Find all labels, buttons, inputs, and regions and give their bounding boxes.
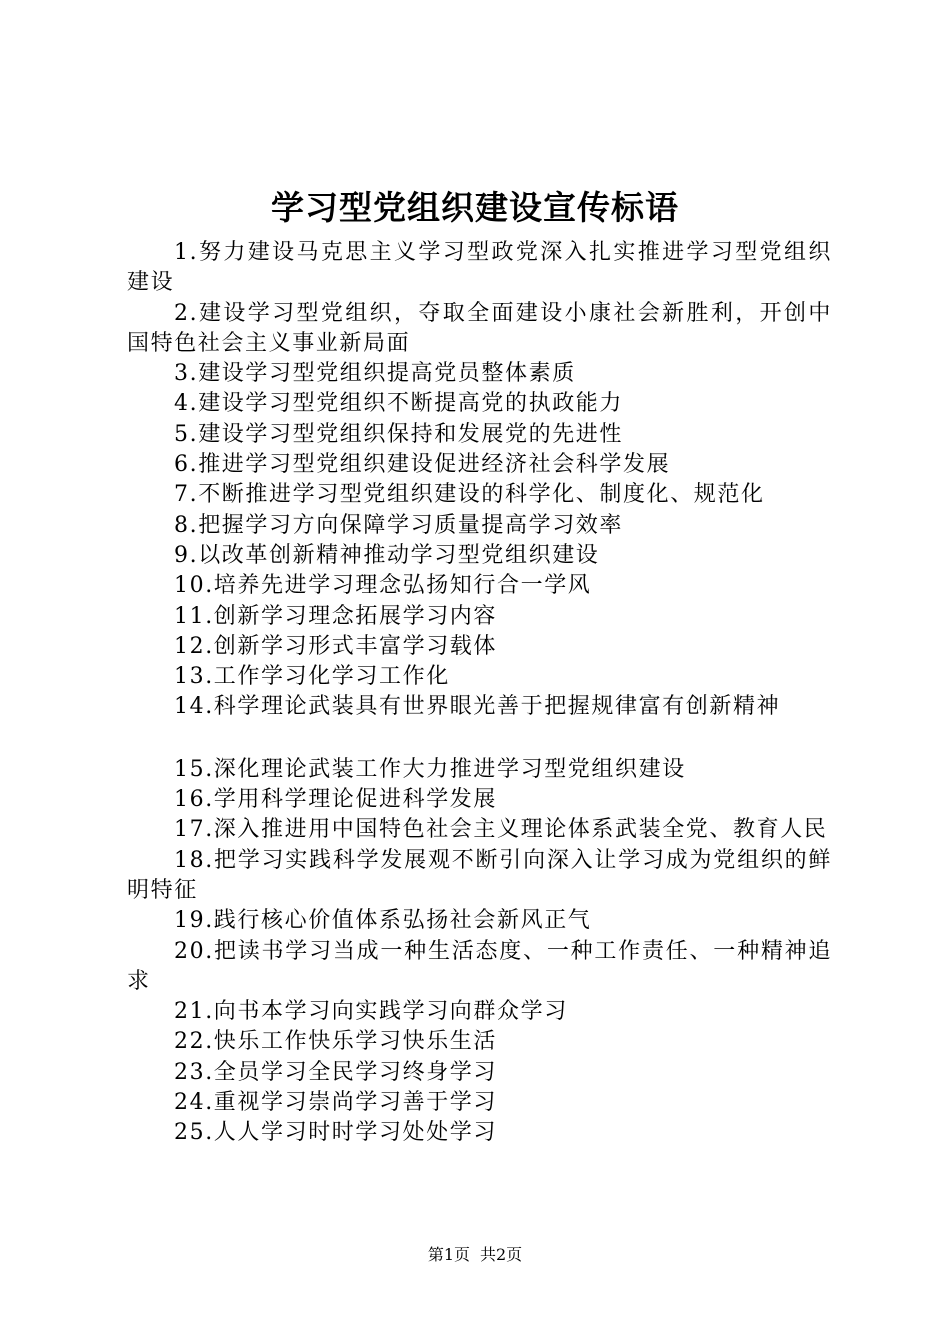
page-total: 共2页 <box>480 1245 523 1264</box>
slogan-item: 12.创新学习形式丰富学习载体 <box>174 633 497 659</box>
slogan-item: 16.学用科学理论促进科学发展 <box>174 787 497 813</box>
slogan-item: 21.向书本学习向实践学习向群众学习 <box>174 999 568 1025</box>
slogan-item: 4.建设学习型党组织不断提高党的执政能力 <box>174 391 623 417</box>
slogan-item: 15.深化理论武装工作大力推进学习型党组织建设 <box>174 756 686 782</box>
slogan-item: 7.不断推进学习型党组织建设的科学化、制度化、规范化 <box>174 482 765 508</box>
slogan-item: 8.把握学习方向保障学习质量提高学习效率 <box>174 512 623 538</box>
paragraph-gap <box>127 723 832 755</box>
slogan-item: 25.人人学习时时学习处处学习 <box>174 1120 497 1146</box>
slogan-item: 2.建设学习型党组织，夺取全面建设小康社会新胜利，开创中国特色社会主义事业新局面 <box>127 300 832 356</box>
slogan-item: 18.把学习实践科学发展观不断引向深入让学习成为党组织的鲜明特征 <box>127 847 832 903</box>
page-footer <box>0 1244 950 1266</box>
slogan-item: 23.全员学习全民学习终身学习 <box>174 1059 497 1085</box>
slogan-item: 3.建设学习型党组织提高党员整体素质 <box>174 361 576 387</box>
slogan-item: 1.努力建设马克思主义学习型政党深入扎实推进学习型党组织建设 <box>127 240 832 296</box>
slogan-item: 13.工作学习化学习工作化 <box>174 664 450 690</box>
slogan-item: 24.重视学习崇尚学习善于学习 <box>174 1090 497 1116</box>
slogan-item: 19.践行核心价值体系弘扬社会新风正气 <box>174 908 592 934</box>
slogan-item: 11.创新学习理念拓展学习内容 <box>174 603 497 629</box>
slogan-item: 5.建设学习型党组织保持和发展党的先进性 <box>174 421 623 447</box>
slogan-item: 10.培养先进学习理念弘扬知行合一学风 <box>174 573 592 599</box>
slogan-item: 14.科学理论武装具有世界眼光善于把握规律富有创新精神 <box>174 694 781 720</box>
slogan-item: 6.推进学习型党组织建设促进经济社会科学发展 <box>174 452 671 478</box>
slogan-list <box>127 238 832 1149</box>
page-number: 第1页 <box>427 1245 470 1264</box>
document-title: 学习型党组织建设宣传标语 <box>271 188 679 227</box>
slogan-item: 17.深入推进用中国特色社会主义理论体系武装全党、教育人民 <box>174 817 828 843</box>
slogan-item: 20.把读书学习当成一种生活态度、一种工作责任、一种精神追求 <box>127 938 832 994</box>
slogan-item: 22.快乐工作快乐学习快乐生活 <box>174 1029 497 1055</box>
slogan-item: 9.以改革创新精神推动学习型党组织建设 <box>174 542 600 568</box>
